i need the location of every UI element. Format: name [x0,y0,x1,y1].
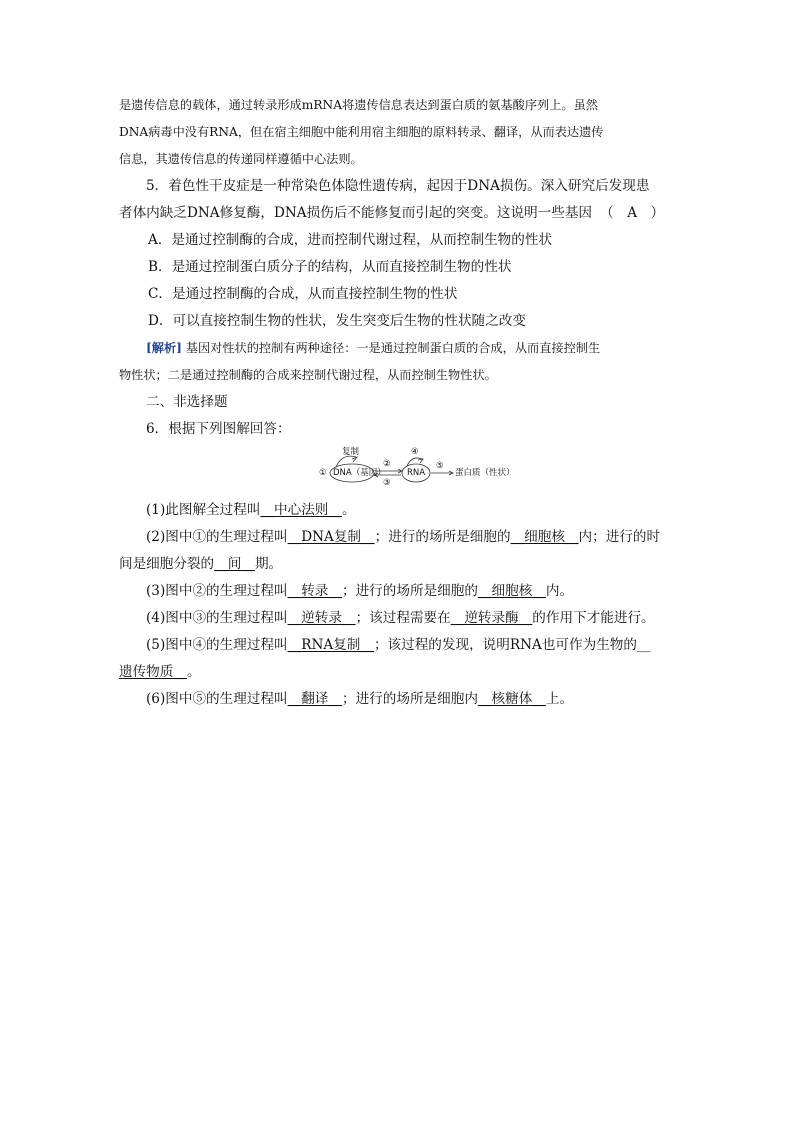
q6-sub-5-line-2 [119,659,675,686]
q6-sub-5-line-1 [119,632,675,659]
q6-sub-2-line-2 [119,551,675,578]
label-num-3: ③ [383,478,391,488]
intro-line-1: 是遗传信息的载体，通过转录形成mRNA将遗传信息表达到蛋白质的氨基酸序列上。虽然 [119,98,598,112]
q6-s2-answer-2: __细胞核__ [510,529,579,545]
q6-s6-text-d: 上。 [545,691,574,707]
label-num-4: ④ [411,447,419,457]
q6-s6-answer-1: __翻译__ [287,691,342,707]
q6-s1-answer: __中心法则__ [260,502,342,518]
q6-s5-text-a: (5)图中④的生理过程叫 [146,637,288,653]
q6-s6-text-a: (6)图中⑤的生理过程叫 [146,691,288,707]
q5-option-b: B．是通过控制蛋白质分子的结构，从而直接控制生物的性状 [148,259,512,275]
q6-s4-text-c: ；该过程需要在 [355,610,451,626]
q6-s4-answer-2: __逆转录酶__ [450,610,533,626]
q6-s3-answer-1: __转录__ [287,583,342,599]
q6-s5-text-c: ；该过程的发现，说明RNA也可作为生物的__ [373,637,651,653]
q5-option-c: C．是通过控制酶的合成，从而直接控制生物的性状 [148,286,458,302]
q5-stem-text: 者体内缺乏DNA修复酶，DNA损伤后不能修复而引起的突变。这说明一些基因 [119,205,593,221]
q5-analysis-line-2: 物性状；二是通过控制酶的合成来控制代谢过程，从而控制生物性状。 [119,368,497,382]
q5-stem-line-2 [119,200,675,227]
central-dogma-diagram [306,447,536,495]
q6-s2-answer-3: __间__ [214,556,255,572]
q6-s5-text-d: 。 [186,664,201,680]
label-replication: 复制 [342,447,360,457]
q6-s6-text-c: ；进行的场所是细胞内 [341,691,478,707]
label-num-2: ② [383,459,391,469]
q6-sub-4 [119,605,675,632]
q6-s2-text-a: (2)图中①的生理过程叫 [146,529,288,545]
q6-s4-text-d: 的作用下才能进行。 [532,610,655,626]
label-rna: RNA [407,468,426,478]
q6-sub-6 [119,686,675,713]
q6-s2-text-d: 内；进行的时 [578,529,661,545]
q6-s1-end: 。 [341,502,356,518]
q6-sub-3 [119,578,675,605]
q6-stem: 6．根据下列图解回答： [146,421,291,437]
q6-s2-text-f: 期。 [254,556,283,572]
q6-s2-text-e: 间是细胞分裂的 [119,556,215,572]
replication-arrowhead-rna [418,459,423,463]
analysis-tag: [解析] [146,341,182,355]
q6-s4-text-a: (4)图中③的生理过程叫 [146,610,288,626]
q6-s5-answer-2: 遗传物质__ [119,664,187,680]
q5-stem-line-1: 5．着色性干皮症是一种常染色体隐性遗传病，起因于DNA损伤。深入研究后发现患 [146,178,650,194]
q6-s2-text-c: ；进行的场所是细胞的 [374,529,511,545]
q6-s2-answer-1: __DNA复制__ [287,529,375,545]
q6-s3-text-c: ；进行的场所是细胞的 [341,583,478,599]
intro-line-3: 信息，其遗传信息的传递同样遵循中心法则。 [119,152,363,166]
q6-s1-text: (1)此图解全过程叫 [146,502,261,518]
q6-s3-text-a: (3)图中②的生理过程叫 [146,583,288,599]
label-protein: 蛋白质（性状） [455,468,515,478]
replication-arrowhead-dna [352,457,357,462]
label-num-5: ⑤ [436,461,444,471]
q5-analysis-line-1 [119,335,675,362]
q5-option-a: A．是通过控制酶的合成，进而控制代谢过程，从而控制生物的性状 [148,232,553,248]
document-page [119,92,675,713]
intro-line-2: DNA病毒中没有RNA，但在宿主细胞中能利用宿主细胞的原料转录、翻译，从而表达遗传 [119,125,604,139]
q6-sub-1 [119,497,675,524]
q6-s4-answer-1: __逆转录__ [287,610,356,626]
q6-s5-answer-1: __RNA复制__ [287,637,374,653]
q5-option-d: D．可以直接控制生物的性状，发生突变后生物的性状随之改变 [148,313,526,329]
label-num-1: ① [319,468,327,478]
analysis-text-1: 基因对性状的控制有两种途径：一是通过控制蛋白质的合成，从而直接控制生 [185,341,601,355]
q5-answer: （ A ） [600,205,665,221]
q6-s3-text-d: 内。 [545,583,574,599]
q6-s6-answer-2: __核糖体__ [477,691,546,707]
label-dna: DNA（基因） [333,468,386,478]
q6-sub-2-line-1 [119,524,675,551]
q6-s3-answer-2: __细胞核__ [477,583,546,599]
section-heading: 二、非选择题 [146,394,228,410]
